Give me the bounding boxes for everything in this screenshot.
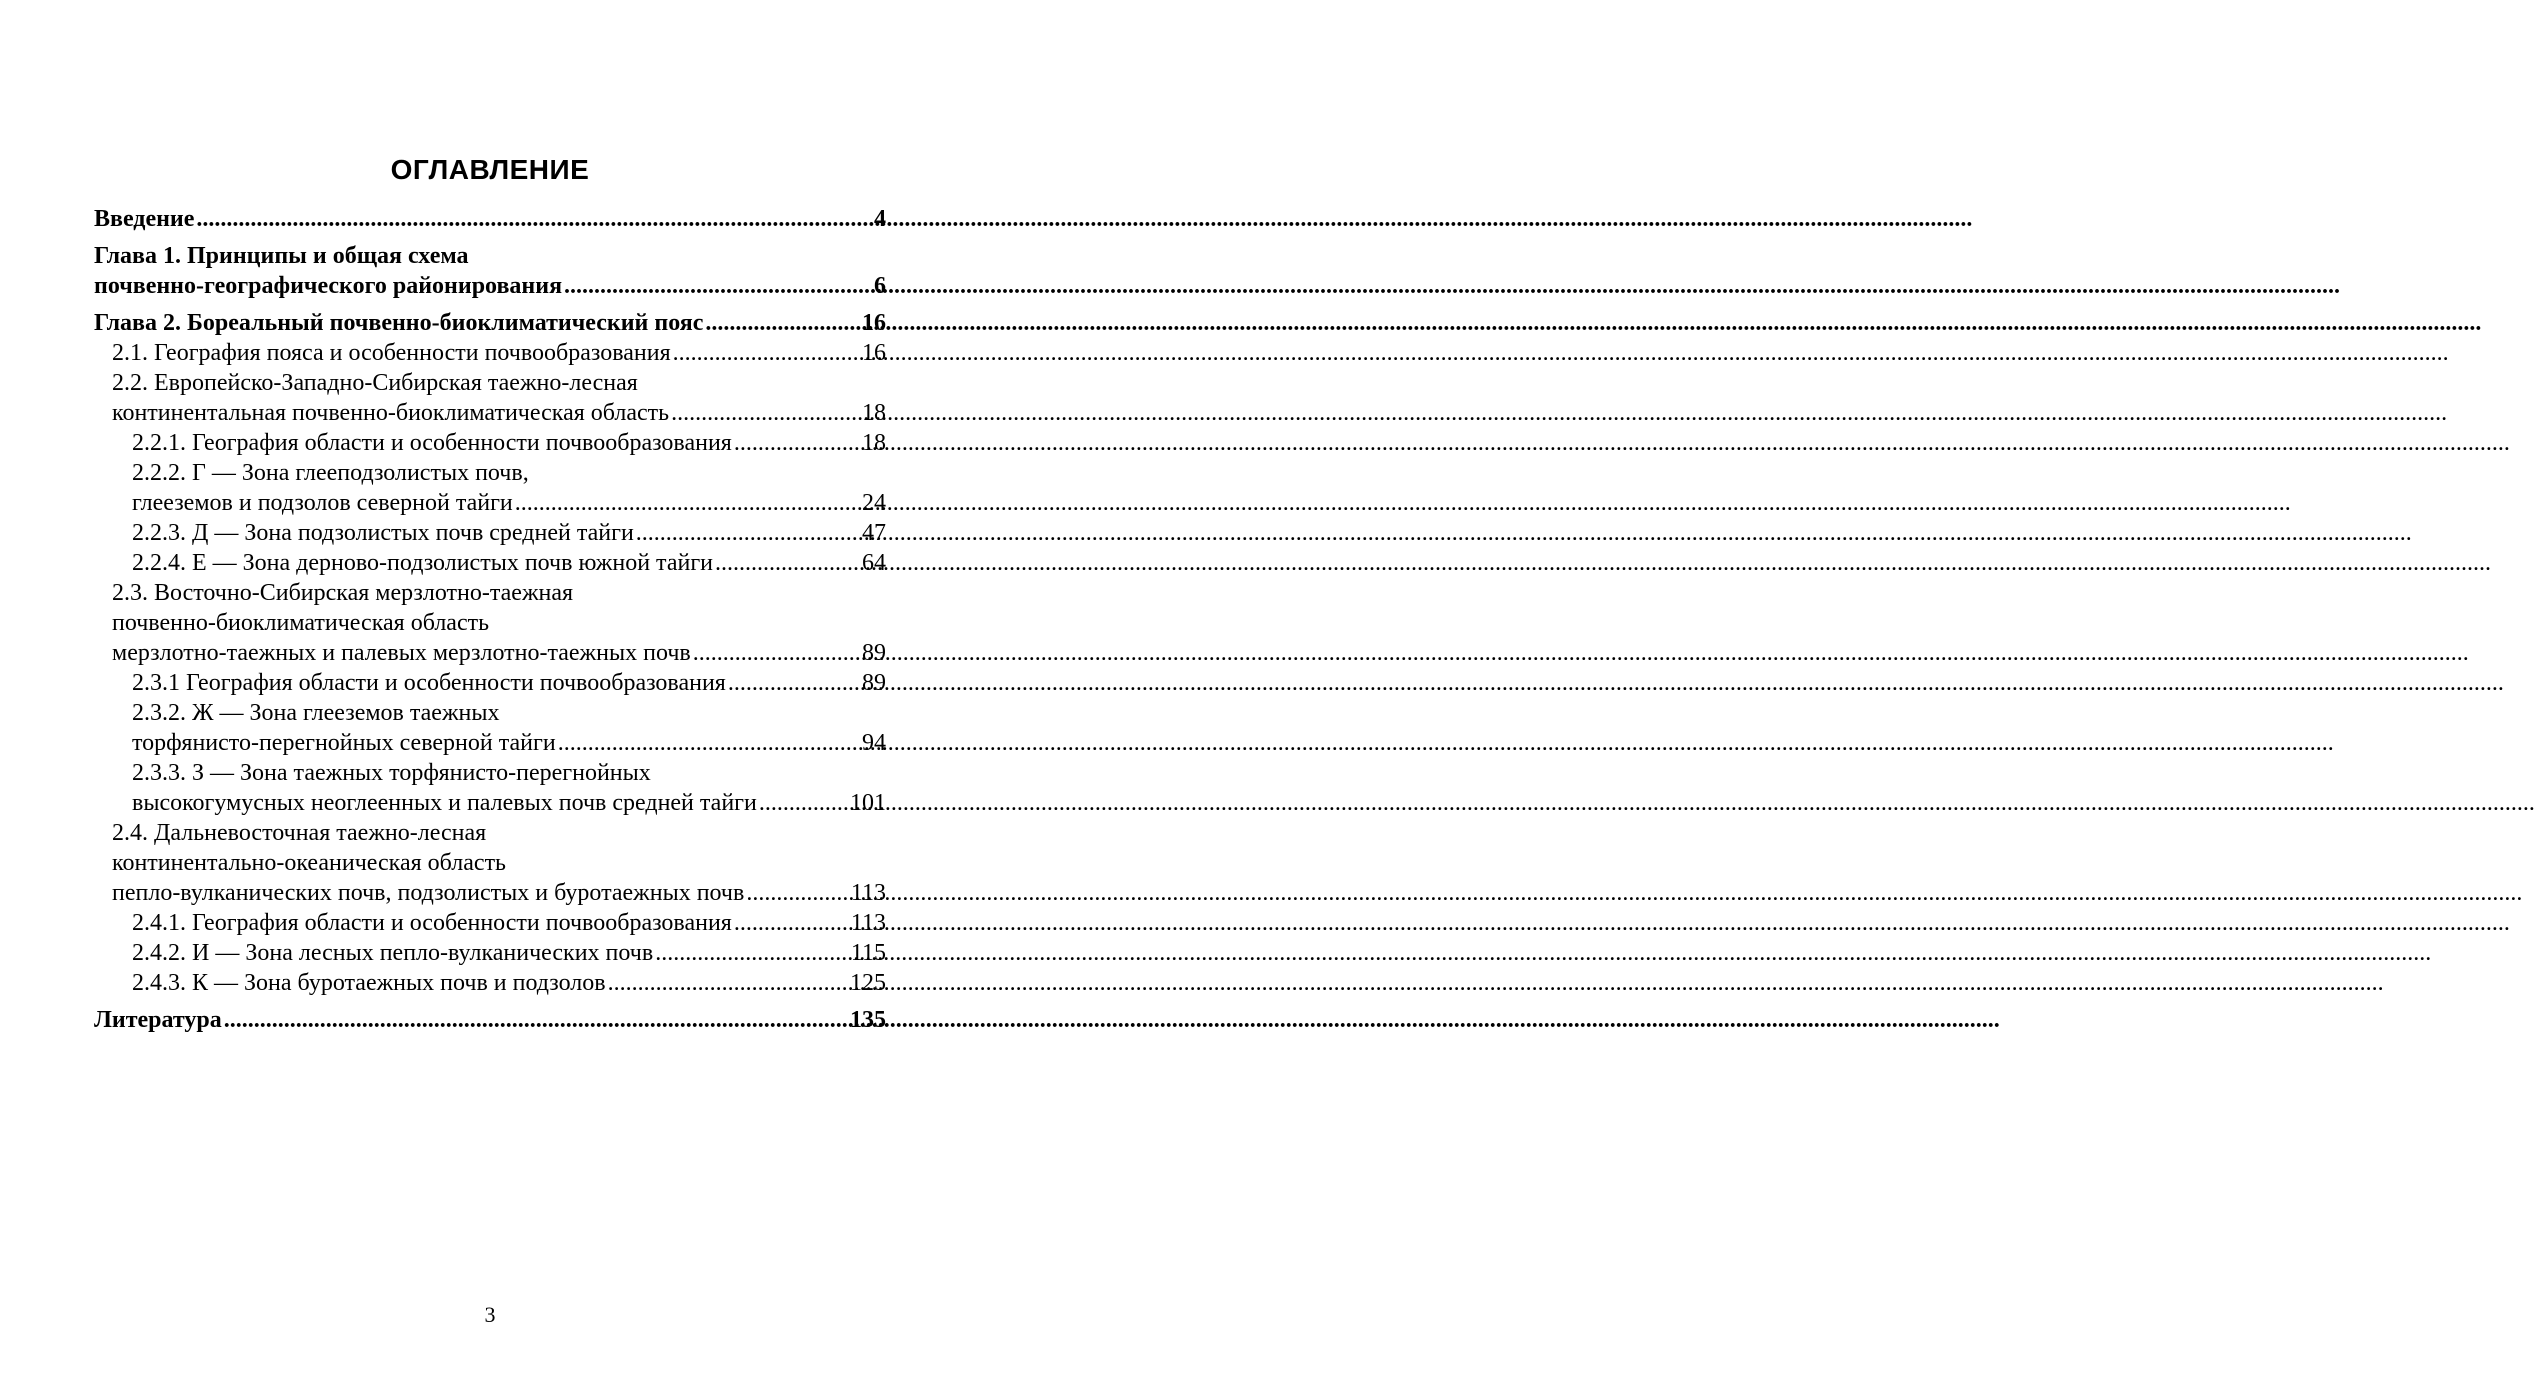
toc-entry-label: высокогумусных неоглеенных и палевых почв средней тайги — [132, 790, 757, 816]
toc-entry-label: Глава 2. Бореальный почвенно-биоклиматический пояс — [94, 310, 704, 336]
toc-entry-label: 2.4.1. География области и особенности почвообразования — [132, 910, 732, 936]
toc-entry-label: 2.2.4. Е — Зона дерново-подзолистых почв южной тайги — [132, 550, 714, 576]
toc-entry-subsection — [94, 428, 886, 458]
toc-entry-heading-line: 2.2. Европейско-Западно-Сибирская таежно-лесная — [112, 370, 638, 396]
toc-entry-references — [94, 1005, 886, 1035]
dot-leader — [734, 908, 848, 938]
toc-entry-heading-line: почвенно-биоклиматическая область — [112, 610, 490, 636]
toc-entry-section — [94, 398, 886, 428]
toc-entry-label: Литература — [94, 1007, 222, 1033]
toc-entry-page: 18 — [862, 400, 886, 426]
toc-entry-page: 16 — [862, 310, 886, 336]
dot-leader — [715, 548, 859, 578]
toc-entry-page: 16 — [862, 340, 886, 366]
toc-entry-section — [94, 638, 886, 668]
dot-leader — [515, 488, 859, 518]
toc-entry-label: 2.2.1. География области и особенности почвообразования — [132, 430, 732, 456]
toc-entry-label: 2.4.2. И — Зона лесных пепло-вулканических почв — [132, 940, 654, 966]
toc-entry-page: 18 — [862, 430, 886, 456]
dot-leader — [196, 204, 871, 234]
toc-entry-label: 2.4.3. К — Зона буротаежных почв и подзолов — [132, 970, 606, 996]
dot-leader — [673, 338, 859, 368]
toc-entry-subsection — [94, 968, 886, 998]
toc-entry-label: мерзлотно-таежных и палевых мерзлотно-таежных почв — [112, 640, 691, 666]
dot-leader — [734, 428, 859, 458]
table-of-contents — [94, 204, 886, 1035]
toc-entry-page: 94 — [862, 730, 886, 756]
toc-entry-section — [94, 878, 886, 908]
dot-leader — [564, 271, 871, 301]
toc-entry-page: 101 — [850, 790, 886, 816]
toc-entry-subsection — [94, 488, 886, 518]
toc-entry-page: 135 — [850, 1007, 886, 1033]
toc-entry-label: континентальная почвенно-биоклиматическая область — [112, 400, 670, 426]
dot-leader — [671, 398, 859, 428]
document-page — [0, 0, 980, 1386]
toc-entry-heading-line: континентально-океаническая область — [112, 850, 506, 876]
toc-entry-heading-line: 2.2.2. Г — Зона глееподзолистых почв, — [132, 460, 529, 486]
toc-entry-page: 4 — [874, 206, 886, 232]
toc-entry-section — [94, 338, 886, 368]
page-number: 3 — [484, 1302, 496, 1327]
dot-leader — [693, 638, 859, 668]
toc-entry-subsection — [94, 728, 886, 758]
toc-entry-heading-line: 2.4. Дальневосточная таежно-лесная — [112, 820, 487, 846]
dot-leader — [728, 668, 859, 698]
toc-entry-page: 113 — [850, 880, 886, 906]
toc-entry-heading-line: 2.3.2. Ж — Зона глееземов таежных — [132, 700, 500, 726]
toc-entry-subsection — [94, 548, 886, 578]
toc-entry-page: 89 — [862, 670, 886, 696]
toc-entry-page: 89 — [862, 640, 886, 666]
dot-leader — [655, 938, 848, 968]
toc-entry-label: торфянисто-перегнойных северной тайги — [132, 730, 556, 756]
toc-entry-subsection — [94, 908, 886, 938]
toc-entry-subsection — [94, 518, 886, 548]
dot-leader — [759, 788, 847, 818]
toc-entry-page: 64 — [862, 550, 886, 576]
toc-entry-label: почвенно-географического районирования — [94, 273, 563, 299]
toc-entry-chapter-2 — [94, 308, 886, 338]
toc-entry-label: 2.1. География пояса и особенности почвообразования — [112, 340, 671, 366]
dot-leader — [558, 728, 859, 758]
toc-entry-chapter-1 — [94, 271, 886, 301]
toc-entry-page: 6 — [874, 273, 886, 299]
toc-entry-page: 47 — [862, 520, 886, 546]
toc-entry-heading-line: Глава 1. Принципы и общая схема — [94, 243, 469, 269]
toc-entry-label: глееземов и подзолов северной тайги — [132, 490, 513, 516]
toc-entry-subsection — [94, 938, 886, 968]
toc-entry-page: 24 — [862, 490, 886, 516]
toc-entry-label: Введение — [94, 206, 195, 232]
toc-entry-page: 125 — [850, 970, 886, 996]
page-title: ОГЛАВЛЕНИЕ — [390, 154, 590, 185]
toc-entry-subsection — [94, 788, 886, 818]
dot-leader — [608, 968, 847, 998]
toc-entry-label: 2.3.1 География области и особенности почвообразования — [132, 670, 726, 696]
dot-leader — [636, 518, 859, 548]
dot-leader — [746, 878, 848, 908]
dot-leader — [705, 308, 859, 338]
toc-entry-heading-line: 2.3.3. З — Зона таежных торфянисто-перегнойных — [132, 760, 651, 786]
toc-entry-heading-line: 2.3. Восточно-Сибирская мерзлотно-таежная — [112, 580, 574, 606]
toc-entry-page: 113 — [850, 910, 886, 936]
toc-entry-subsection — [94, 668, 886, 698]
toc-entry-introduction — [94, 204, 886, 234]
toc-entry-label: 2.2.3. Д — Зона подзолистых почв средней тайги — [132, 520, 634, 546]
toc-entry-page: 115 — [850, 940, 886, 966]
toc-entry-label: пепло-вулканических почв, подзолистых и буротаежных почв — [112, 880, 745, 906]
dot-leader — [224, 1005, 847, 1035]
